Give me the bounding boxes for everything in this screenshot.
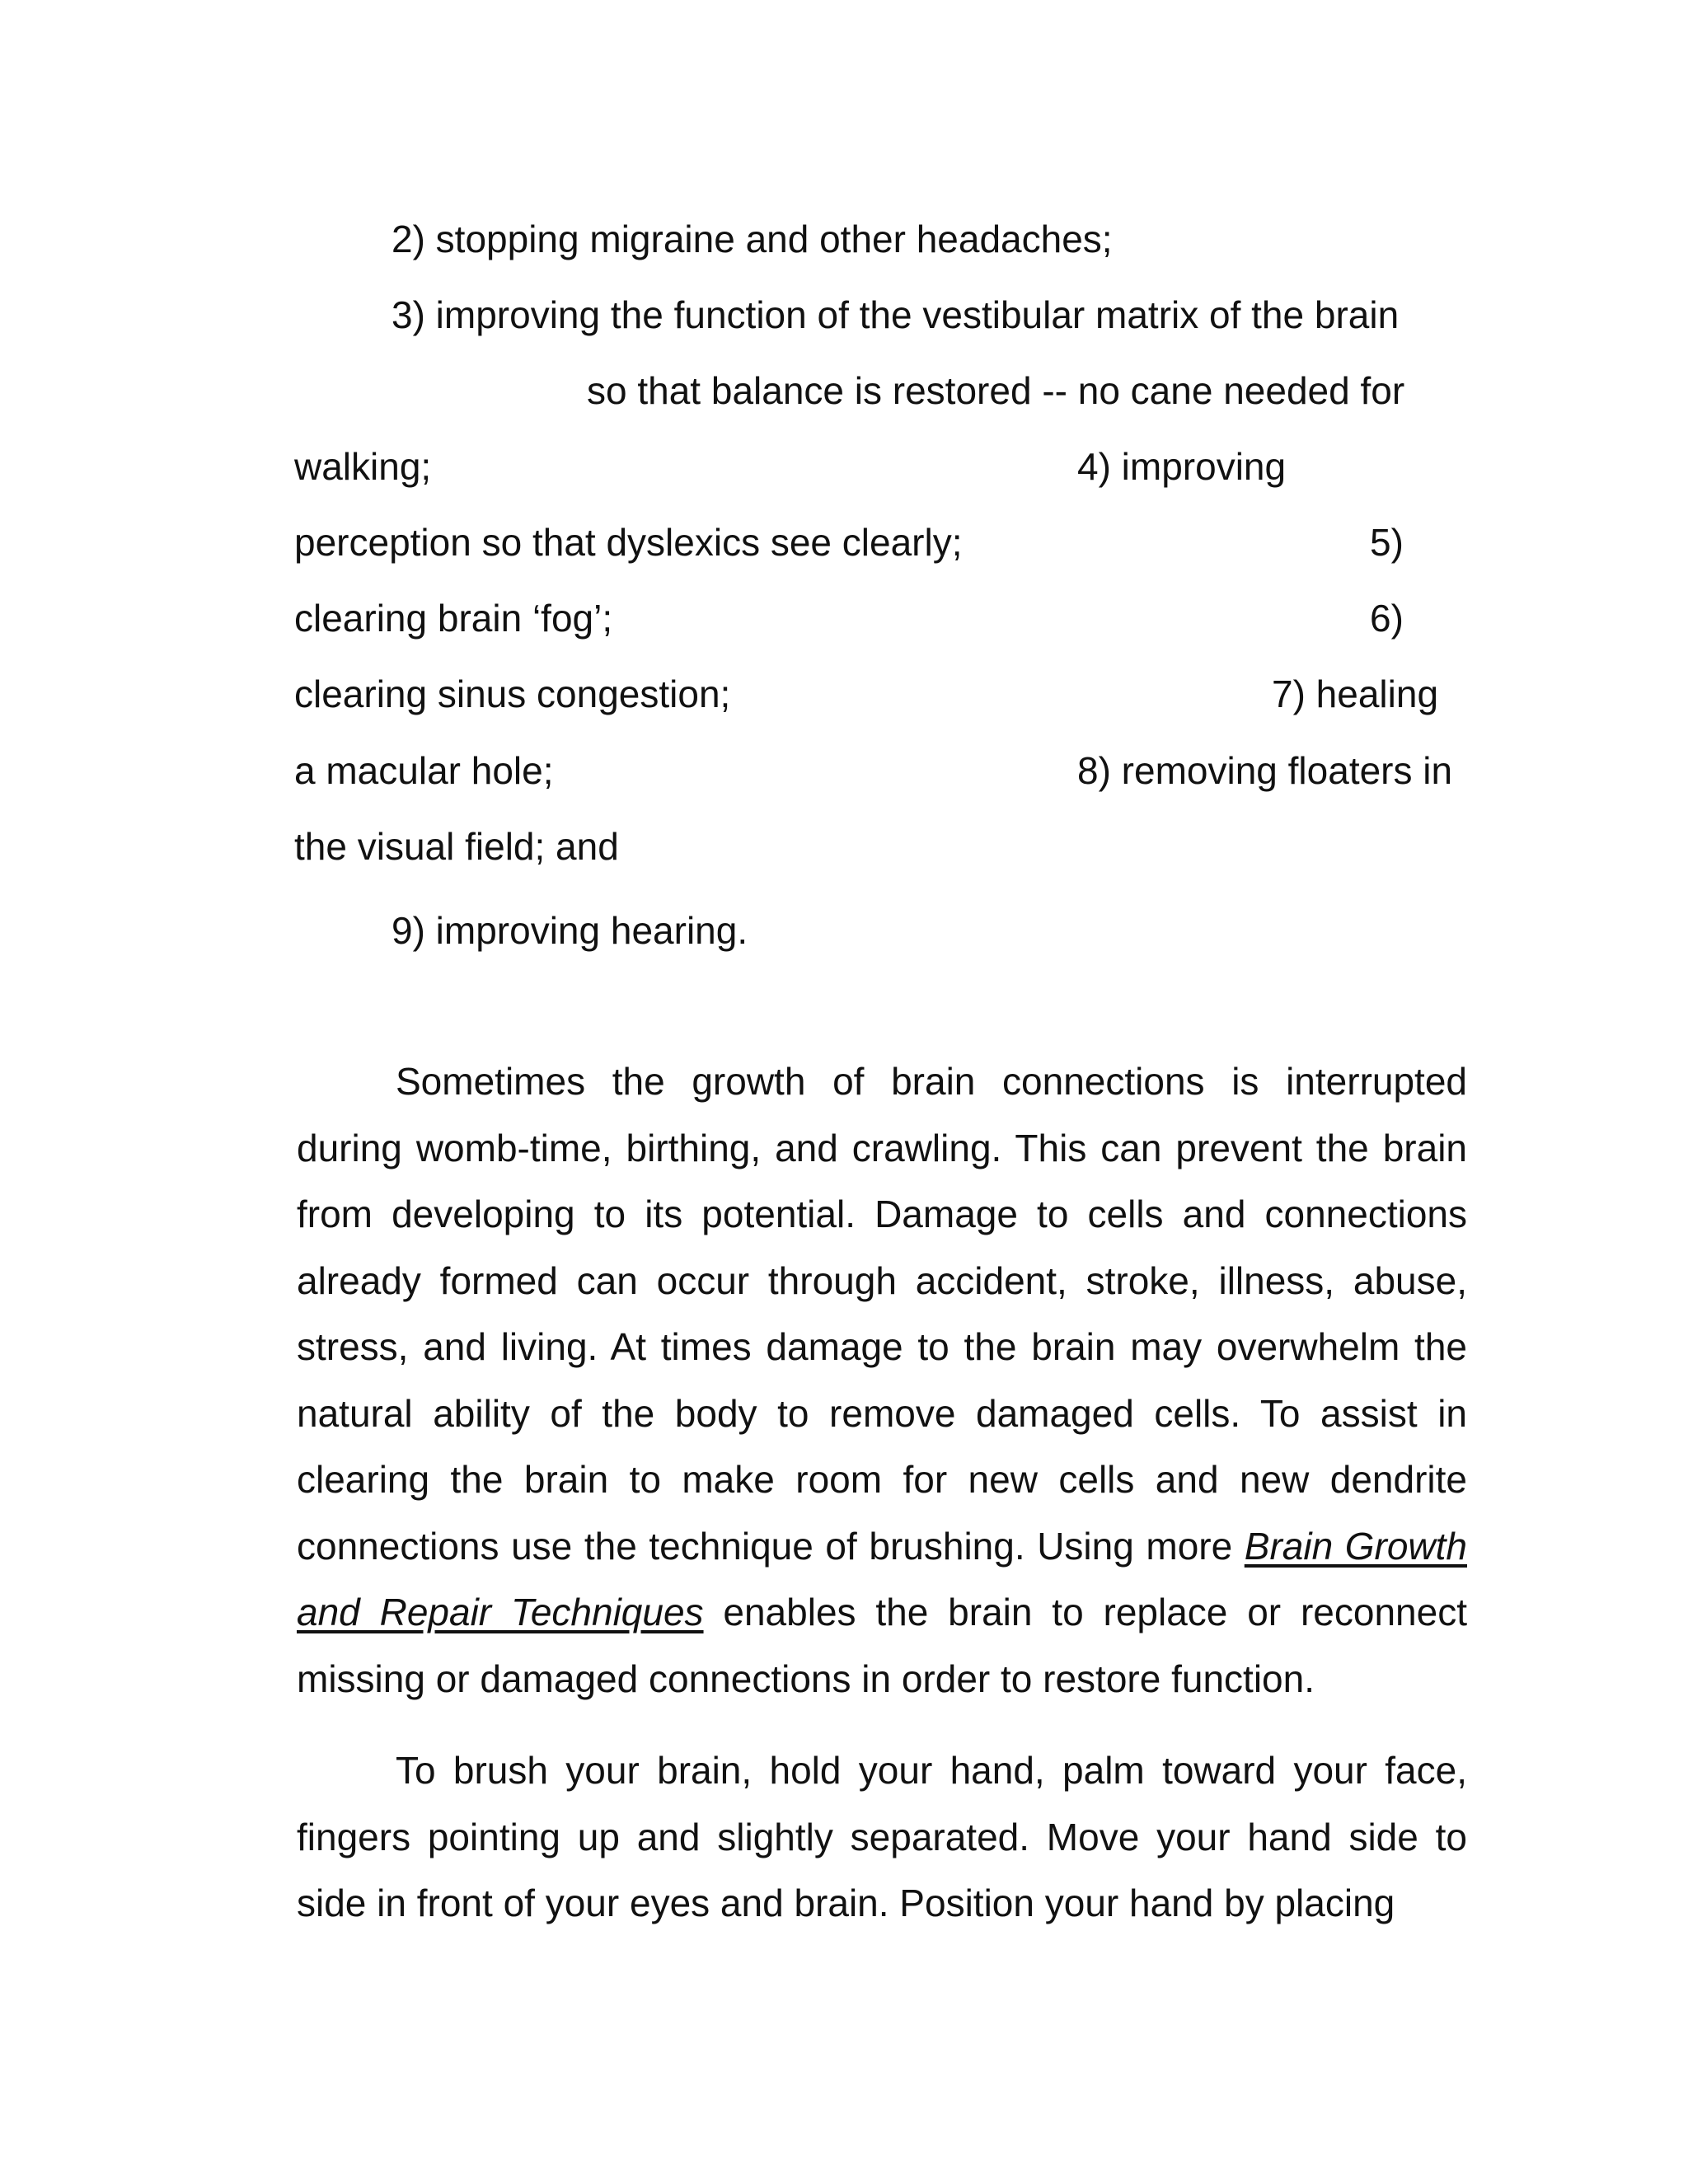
list-item-8-end: the visual field; and	[294, 825, 619, 868]
body-paragraph-2	[297, 1737, 1467, 1937]
list-item-6-text: clearing sinus congestion;	[294, 673, 731, 715]
list-item-8-start: 8) removing floaters in	[1077, 749, 1453, 792]
list-item-7-start: 7) healing	[1272, 673, 1439, 715]
list-item-3-line-1: 3) improving the function of the vestibular matrix of the brain	[392, 293, 1400, 336]
paragraph-1-text-before: Sometimes the growth of brain connections is interrupted during womb-time, birthing, and crawling. This can prevent the brain from developing to its potential. Damage to cells and connections already formed can occur through accident, stroke, illness, abuse, stress, and living. At times damage to the brain may overwhelm the natural ability of the body to remove damaged cells. To assist in clearing the brain to make room for new cells and new dendrite connections use the technique of brushing. Using more	[297, 1060, 1467, 1568]
paragraph-1-text-after: enables the brain to replace or reconnect missing or damaged connections in order to restore function.	[297, 1591, 1467, 1700]
list-item-2: 2) stopping migraine and other headaches;	[392, 218, 1113, 260]
list-item-3-line-3: walking;	[294, 445, 432, 488]
body-paragraph-1	[297, 1048, 1467, 1712]
book-title-reference: Brain Growth and Repair Techniques	[297, 1524, 1467, 1633]
list-item-6-number: 6)	[1370, 597, 1404, 640]
paragraph-2-text: To brush your brain, hold your hand, palm toward your face, fingers pointing up and slightly separated. Move your hand side to side in front of your eyes and brain. Position your hand by placing	[297, 1749, 1467, 1924]
list-item-9: 9) improving hearing.	[392, 909, 748, 952]
list-item-4-end: perception so that dyslexics see clearly;	[294, 521, 963, 564]
list-item-3-line-2: so that balance is restored -- no cane needed for	[587, 369, 1405, 412]
list-item-5-number: 5)	[1370, 521, 1404, 564]
list-item-7-end: a macular hole;	[294, 749, 554, 792]
list-item-4-start: 4) improving	[1077, 445, 1287, 488]
list-item-5-text: clearing brain ‘fog’;	[294, 597, 613, 640]
